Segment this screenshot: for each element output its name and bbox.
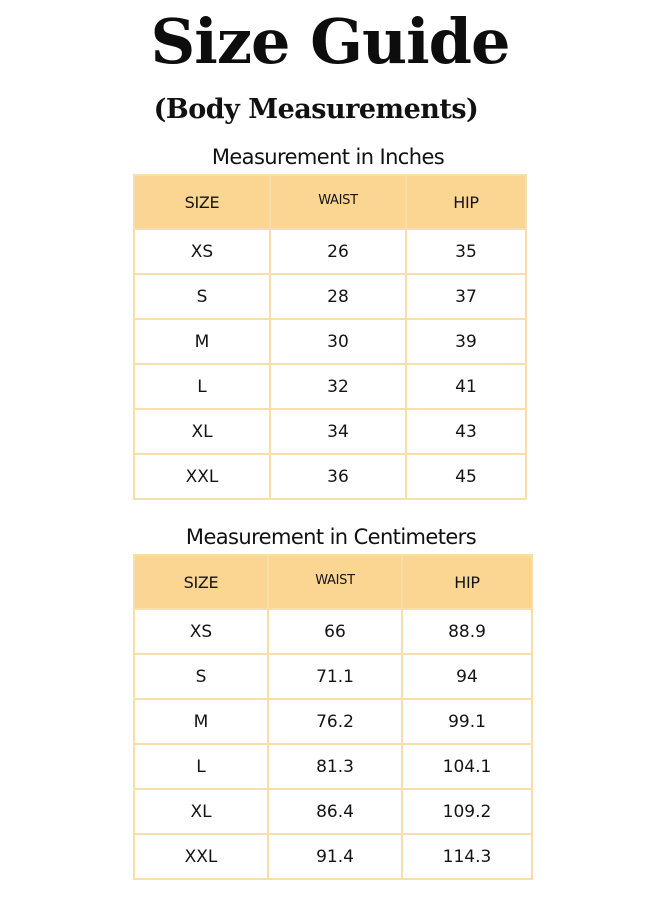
page-subtitle: (Body Measurements)	[153, 94, 479, 125]
size-cell: XXL	[134, 454, 270, 499]
size-cell: M	[134, 699, 268, 744]
table-row	[134, 409, 526, 454]
table-row	[134, 654, 532, 699]
size-cell: S	[134, 654, 268, 699]
table-row	[134, 609, 532, 654]
table-header-row	[134, 555, 532, 609]
page-title: Size Guide	[150, 5, 510, 78]
hip-cell: 39	[406, 319, 526, 364]
waist-cell: 71.1	[268, 654, 402, 699]
hip-cell: 94	[402, 654, 532, 699]
waist-cell: 30	[270, 319, 406, 364]
inches-section-title: Measurement in Inches	[211, 145, 445, 169]
waist-cell: 36	[270, 454, 406, 499]
column-header-hip: HIP	[406, 175, 526, 229]
waist-cell: 66	[268, 609, 402, 654]
table-row	[134, 834, 532, 879]
size-cell: L	[134, 364, 270, 409]
size-cell: XXL	[134, 834, 268, 879]
waist-cell: 91.4	[268, 834, 402, 879]
column-header-hip: HIP	[402, 555, 532, 609]
waist-cell: 28	[270, 274, 406, 319]
hip-cell: 114.3	[402, 834, 532, 879]
hip-cell: 45	[406, 454, 526, 499]
table-row	[134, 699, 532, 744]
table-row	[134, 229, 526, 274]
size-cell: S	[134, 274, 270, 319]
hip-cell: 37	[406, 274, 526, 319]
size-cell: M	[134, 319, 270, 364]
hip-cell: 109.2	[402, 789, 532, 834]
table-header-row	[134, 175, 526, 229]
size-cell: XL	[134, 789, 268, 834]
centimeters-size-table	[133, 554, 533, 880]
waist-cell: 86.4	[268, 789, 402, 834]
hip-cell: 104.1	[402, 744, 532, 789]
column-header-size: SIZE	[134, 175, 270, 229]
column-header-waist: WAIST	[270, 175, 406, 229]
table-row	[134, 274, 526, 319]
table-row	[134, 454, 526, 499]
table-row	[134, 789, 532, 834]
centimeters-section-title: Measurement in Centimeters	[185, 525, 477, 549]
hip-cell: 88.9	[402, 609, 532, 654]
size-cell: L	[134, 744, 268, 789]
hip-cell: 35	[406, 229, 526, 274]
waist-cell: 34	[270, 409, 406, 454]
hip-cell: 41	[406, 364, 526, 409]
waist-cell: 26	[270, 229, 406, 274]
column-header-waist: WAIST	[268, 555, 402, 609]
hip-cell: 99.1	[402, 699, 532, 744]
waist-cell: 81.3	[268, 744, 402, 789]
waist-cell: 32	[270, 364, 406, 409]
size-cell: XL	[134, 409, 270, 454]
inches-size-table	[133, 174, 527, 500]
waist-cell: 76.2	[268, 699, 402, 744]
table-row	[134, 744, 532, 789]
hip-cell: 43	[406, 409, 526, 454]
size-cell: XS	[134, 229, 270, 274]
size-cell: XS	[134, 609, 268, 654]
column-header-size: SIZE	[134, 555, 268, 609]
table-row	[134, 319, 526, 364]
table-row	[134, 364, 526, 409]
